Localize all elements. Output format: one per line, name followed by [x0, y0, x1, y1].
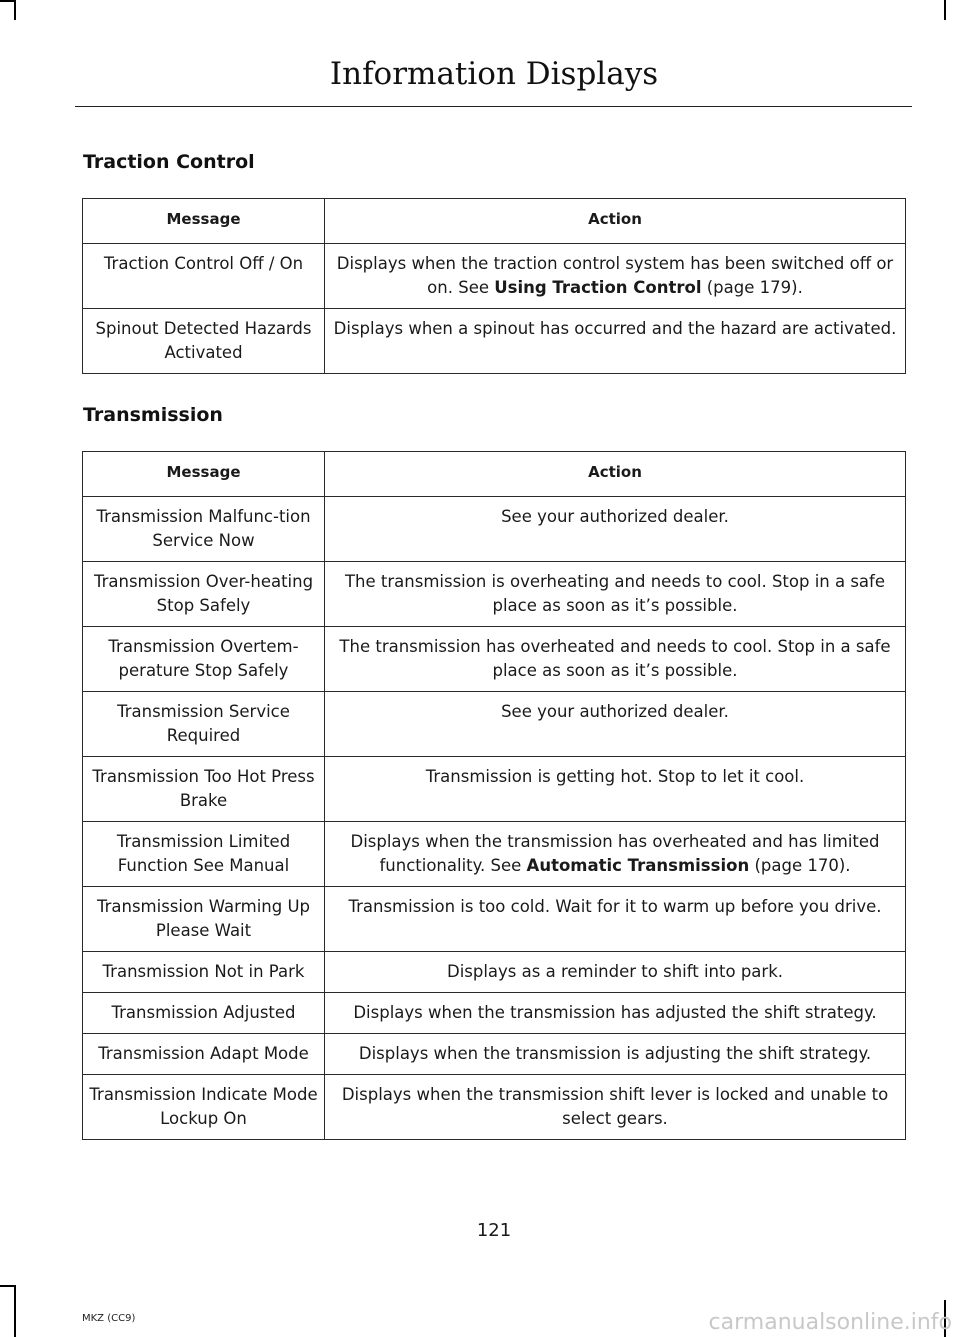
traction-control-heading: Traction Control: [83, 151, 255, 173]
action-text: Displays when a spinout has occurred and the hazard are activated.: [333, 319, 897, 338]
page-reference: (page 179).: [701, 278, 803, 297]
page-title: Information Displays: [329, 56, 659, 92]
action-cell: [325, 692, 906, 757]
crop-mark: [14, 1285, 16, 1337]
action-column-header: Action: [325, 452, 906, 497]
transmission-rows: [83, 497, 906, 1140]
action-cell: [325, 993, 906, 1034]
action-text: Displays when the transmission shift lever is locked and unable to select gears.: [341, 1085, 889, 1128]
message-cell: Transmission Service Required: [83, 692, 325, 757]
table-row: [83, 757, 906, 822]
message-column-header: Message: [83, 452, 325, 497]
crop-mark: [944, 0, 946, 20]
table-header-row: [83, 452, 906, 497]
header-divider: [75, 106, 912, 107]
traction-control-rows: [83, 244, 906, 374]
traction-control-table: [82, 198, 906, 374]
action-cell: [325, 1034, 906, 1075]
message-cell: Transmission Adapt Mode: [83, 1034, 325, 1075]
cross-reference-link[interactable]: Using Traction Control: [494, 278, 702, 297]
message-column-header: Message: [83, 199, 325, 244]
action-column-header: Action: [325, 199, 906, 244]
message-cell: Transmission Warming Up Please Wait: [83, 887, 325, 952]
action-cell: [325, 952, 906, 993]
action-cell: [325, 887, 906, 952]
action-text: See your authorized dealer.: [501, 507, 729, 526]
transmission-table: [82, 451, 906, 1140]
transmission-heading: Transmission: [83, 404, 223, 426]
action-cell: [325, 627, 906, 692]
action-cell: [325, 757, 906, 822]
message-cell: Transmission Indicate Mode Lockup On: [83, 1075, 325, 1140]
watermark-link[interactable]: carmanualsonline.info: [708, 1310, 952, 1335]
table-row: [83, 887, 906, 952]
table-row: [83, 244, 906, 309]
message-cell: Transmission Over-heating Stop Safely: [83, 562, 325, 627]
action-text: Transmission is too cold. Wait for it to warm up before you drive.: [348, 897, 882, 916]
action-text: The transmission is overheating and needs to cool. Stop in a safe place as soon as it’s possible.: [344, 572, 886, 615]
action-cell: [325, 562, 906, 627]
page-reference: (page 170).: [749, 856, 851, 875]
message-cell: Transmission Malfunc-tion Service Now: [83, 497, 325, 562]
table-row: [83, 822, 906, 887]
message-cell: Transmission Limited Function See Manual: [83, 822, 325, 887]
action-cell: [325, 244, 906, 309]
action-text: Transmission is getting hot. Stop to let it cool.: [425, 767, 805, 786]
table-row: [83, 497, 906, 562]
action-cell: [325, 1075, 906, 1140]
table-row: [83, 1075, 906, 1140]
crop-mark: [0, 0, 14, 2]
table-header-row: [83, 199, 906, 244]
page-number: 121: [476, 1220, 512, 1241]
action-cell: [325, 497, 906, 562]
message-cell: Traction Control Off / On: [83, 244, 325, 309]
action-text: Displays as a reminder to shift into park.: [446, 962, 783, 981]
message-cell: Spinout Detected Hazards Activated: [83, 309, 325, 374]
message-cell: Transmission Adjusted: [83, 993, 325, 1034]
action-cell: [325, 822, 906, 887]
message-cell: Transmission Overtem-perature Stop Safely: [83, 627, 325, 692]
action-text: Displays when the transmission is adjusting the shift strategy.: [358, 1044, 872, 1063]
action-text: The transmission has overheated and needs to cool. Stop in a safe place as soon as it’s possible.: [339, 637, 891, 680]
table-row: [83, 309, 906, 374]
crop-mark: [0, 1285, 14, 1287]
table-row: [83, 562, 906, 627]
crop-mark: [14, 0, 16, 20]
table-row: [83, 1034, 906, 1075]
action-cell: [325, 309, 906, 374]
action-text: Displays when the traction control system has been switched off or on. See: [336, 254, 894, 297]
table-row: [83, 627, 906, 692]
cross-reference-link[interactable]: Automatic Transmission: [526, 856, 750, 875]
action-text: See your authorized dealer.: [501, 702, 729, 721]
table-row: [83, 993, 906, 1034]
message-cell: Transmission Not in Park: [83, 952, 325, 993]
table-row: [83, 692, 906, 757]
message-cell: Transmission Too Hot Press Brake: [83, 757, 325, 822]
model-code: MKZ (CC9): [82, 1313, 136, 1324]
table-row: [83, 952, 906, 993]
action-text: Displays when the transmission has overheated and has limited functionality. See: [350, 832, 880, 875]
action-text: Displays when the transmission has adjusted the shift strategy.: [353, 1003, 877, 1022]
